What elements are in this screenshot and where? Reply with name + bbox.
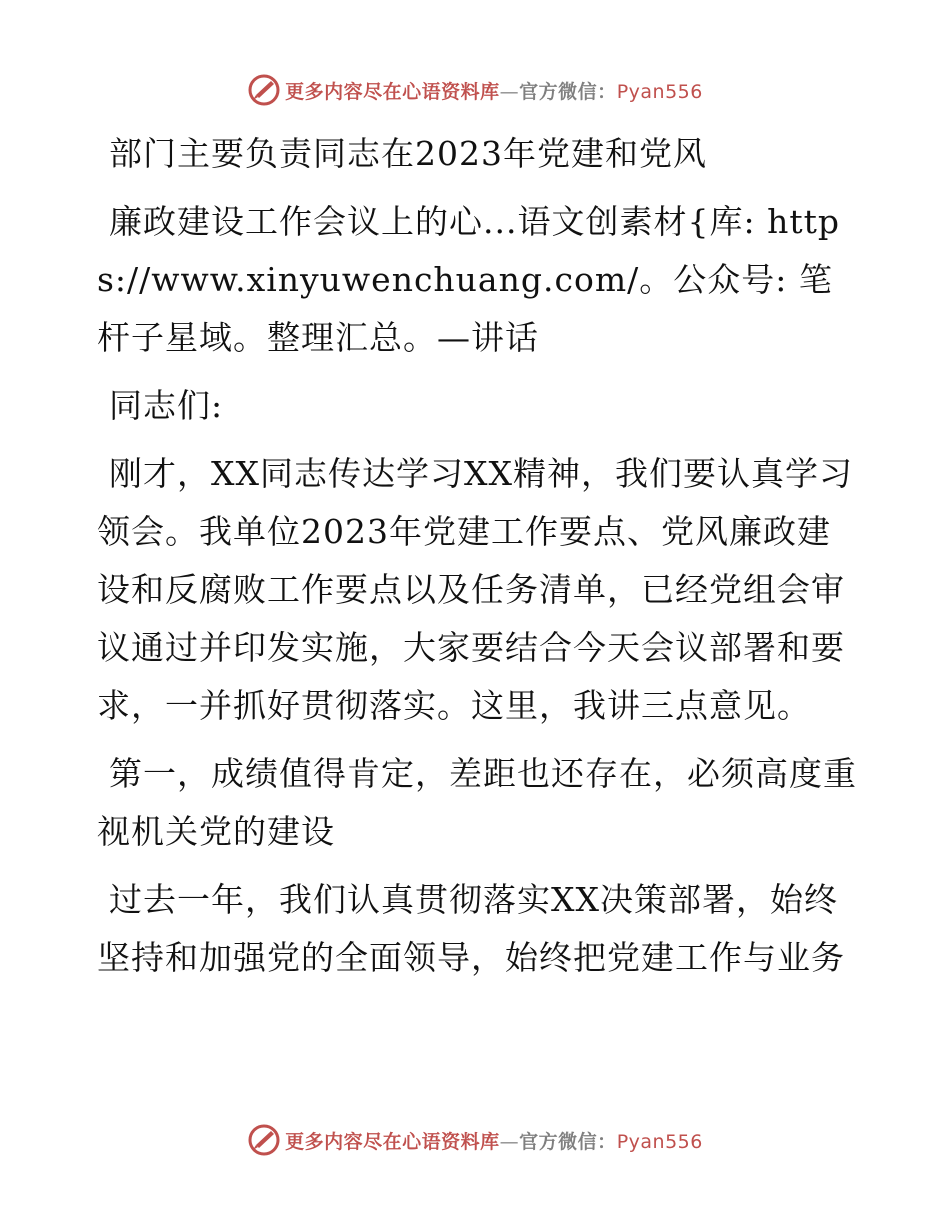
document-title-line-2: 廉政建设工作会议上的心...语文创素材{库: https://www.xinyuwenchuang.com/。公众号: 笔杆子星域。整理汇总。—讲话 <box>97 202 840 357</box>
header-watermark-banner <box>0 70 950 110</box>
body-paragraph: 刚才，XX同志传达学习XX精神，我们要认真学习领会。我单位2023年党建工作要点、党风廉政建设和反腐败工作要点以及任务清单，已经党组会审议通过并印发实施，大家要结合今天会议部署和要求，一并抓好贯彻落实。这里，我讲三点意见。 <box>97 454 853 725</box>
section-heading: 第一，成绩值得肯定，差距也还存在，必须高度重视机关党的建设 <box>97 754 857 851</box>
footer-watermark-banner <box>0 1120 950 1160</box>
brand-logo-icon <box>247 1123 281 1157</box>
watermark-text: 更多内容尽在心语资料库—官方微信：Pyan556 <box>285 1130 703 1153</box>
document-body <box>97 125 857 997</box>
brand-logo-icon <box>247 73 281 107</box>
body-paragraph: 过去一年，我们认真贯彻落实XX决策部署，始终坚持和加强党的全面领导，始终把党建工作与业务 <box>97 880 845 977</box>
document-title-line-1: 部门主要负责同志在2023年党建和党风 <box>109 134 707 173</box>
watermark-text: 更多内容尽在心语资料库—官方微信：Pyan556 <box>285 80 703 103</box>
salutation: 同志们: <box>109 386 224 425</box>
